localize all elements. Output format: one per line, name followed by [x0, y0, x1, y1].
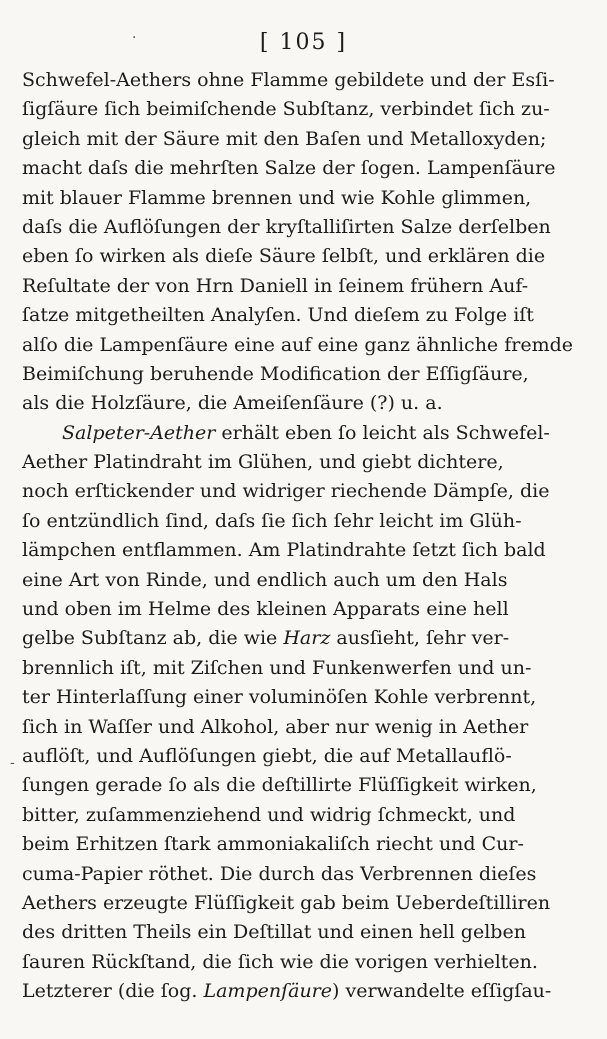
text-line: eben ſo wirken als dieſe Säure ſelbſt, und erklären die	[22, 245, 546, 268]
scan-speck: ·	[132, 30, 137, 46]
margin-dash: -	[10, 755, 15, 771]
text-line: lämpchen entflammen. Am Platindrahte ſetzt ſich bald	[22, 539, 546, 562]
text-line: Reſultate der von Hrn Daniell in ſeinem frühern Auf-	[22, 274, 529, 297]
italic-term-harz: Harz	[283, 627, 331, 650]
text-line: daſs die Auflöſungen der kryſtalliſirten Salze derſelben	[22, 215, 551, 238]
italic-term-lampensaeure: Lampenſäure	[203, 980, 333, 1003]
paragraph-start-line	[22, 419, 552, 448]
text-line: als die Holzſäure, die Ameiſenſäure (?) u. a.	[22, 392, 443, 415]
text-span: ) verwandelte eſſigſau-	[332, 980, 552, 1003]
text-line: ſich in Waſſer und Alkohol, aber nur wenig in Aether	[22, 715, 529, 738]
text-line: noch erſtickender und widriger riechende Dämpſe, die	[22, 480, 550, 503]
text-line: macht daſs die mehrſten Salze der ſogen. Lampenſäure	[22, 157, 556, 180]
italic-term-salpeter-aether: Salpeter-Aether	[62, 421, 216, 444]
text-line: Schwefel-Aethers ohne Flamme gebildete und der Esſi-	[22, 69, 555, 91]
text-span: gelbe Subſtanz ab, die wie	[22, 627, 284, 650]
text-line-lampensaeure	[22, 977, 552, 1006]
text-line: ſo entzündlich ſind, daſs ſie ſich ſehr leicht im Glüh-	[22, 509, 522, 532]
text-line: ſigſäure ſich beimiſchende Subſtanz, verbindet ſich zu-	[22, 98, 550, 121]
text-line: eine Art von Rinde, und endlich auch um den Hals	[22, 568, 508, 591]
text-line: ter Hinterlaſſung einer voluminöſen Kohle verbrennt,	[22, 686, 537, 709]
text-line: des dritten Theils ein Deſtillat und einen hell gelben	[22, 921, 526, 944]
text-line: ſauren Rückſtand, die ſich wie die vorigen verhielten.	[22, 950, 538, 973]
text-span: ausſieht, ſehr ver-	[330, 627, 510, 650]
text-line: und oben im Helme des kleinen Apparats eine hell	[22, 598, 509, 621]
text-line: cuma-Papier röthet. Die durch das Verbrennen dieſes	[22, 862, 537, 885]
text-line: Beimiſchung beruhende Modification der Eſſigſäure,	[22, 362, 529, 385]
text-span: Letzterer (die ſog.	[22, 980, 204, 1003]
text-line: gleich mit der Säure mit den Baſen und Metalloxyden;	[22, 127, 547, 150]
text-line: ſatze mitgetheilten Analyſen. Und dieſem zu Folge iſt	[22, 304, 534, 327]
text-line: brennlich iſt, mit Ziſchen und Funkenwerfen und un-	[22, 656, 532, 679]
text-line: beim Erhitzen ſtark ammoniakaliſch riecht und Cur-	[22, 833, 524, 856]
body-text	[22, 66, 573, 1007]
text-line: auflöſt, und Auflöſungen giebt, die auf Metallauflö-	[22, 744, 512, 767]
text-line: Aether Platindraht im Glühen, und giebt dichtere,	[22, 451, 504, 474]
text-span: erhält eben ſo leicht als Schwefel-	[215, 421, 550, 444]
text-line: ſungen gerade ſo als die deſtillirte Flüſſigkeit wirken,	[22, 774, 537, 797]
text-line: Aethers erzeugte Flüſſigkeit gab beim Ueberdeſtilliren	[22, 891, 551, 914]
page-number: [ 105 ]	[259, 30, 348, 55]
text-line: bitter, zuſammenziehend und widrig ſchmeckt, und	[22, 803, 516, 826]
text-line-harz	[22, 624, 552, 653]
text-line: mit blauer Flamme brennen und wie Kohle glimmen,	[22, 186, 532, 209]
text-line: alſo die Lampenſäure eine auf eine ganz ähnliche fremde	[22, 333, 573, 356]
